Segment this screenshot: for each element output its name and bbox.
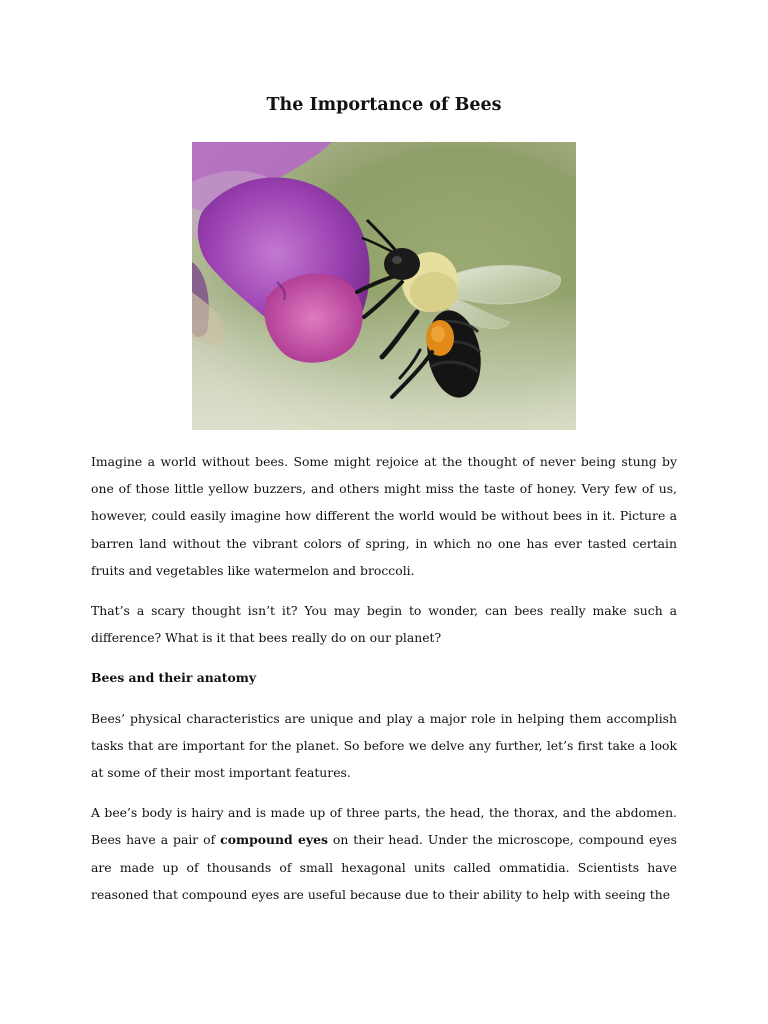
body-parts-text-1: A bee’s body is hairy and is made up of three parts, the head, the thorax, and the abdomen. Bees have a pair of — [91, 805, 677, 848]
body-parts-text-2: on their head. Under the microscope, compound eyes are made up of thousands of small hexagonal units called ommatidia. Scientists have reasoned that compound eyes are useful because due to their ability to help with seeing the — [91, 832, 677, 902]
section-heading-anatomy: Bees and their anatomy — [91, 670, 257, 686]
document-title: The Importance of Bees — [266, 95, 502, 115]
paragraph-characteristics: Bees’ physical characteristics are unique and play a major role in helping them accomplish tasks that are important for the planet. So before we delve any further, let’s first take a look at some of their most important features. — [91, 710, 677, 781]
article-body — [91, 448, 677, 921]
bee-photo — [192, 142, 576, 430]
compound-eyes-term: compound eyes — [220, 832, 328, 848]
paragraph-intro: Imagine a world without bees. Some might rejoice at the thought of never being stung by one of those little yellow buzzers, and others might miss the taste of honey. Very few of us, however, could easily imagine how different the world would be without bees in it. Picture a barren land without the vibrant colors of spring, in which no one has ever tasted certain fruits and vegetables like watermelon and broccoli. — [91, 454, 677, 578]
paragraph-question: That’s a scary thought isn’t it? You may begin to wonder, can bees really make such a difference? What is it that bees really do on our planet? — [91, 603, 677, 646]
paragraph-body-parts — [91, 799, 677, 908]
